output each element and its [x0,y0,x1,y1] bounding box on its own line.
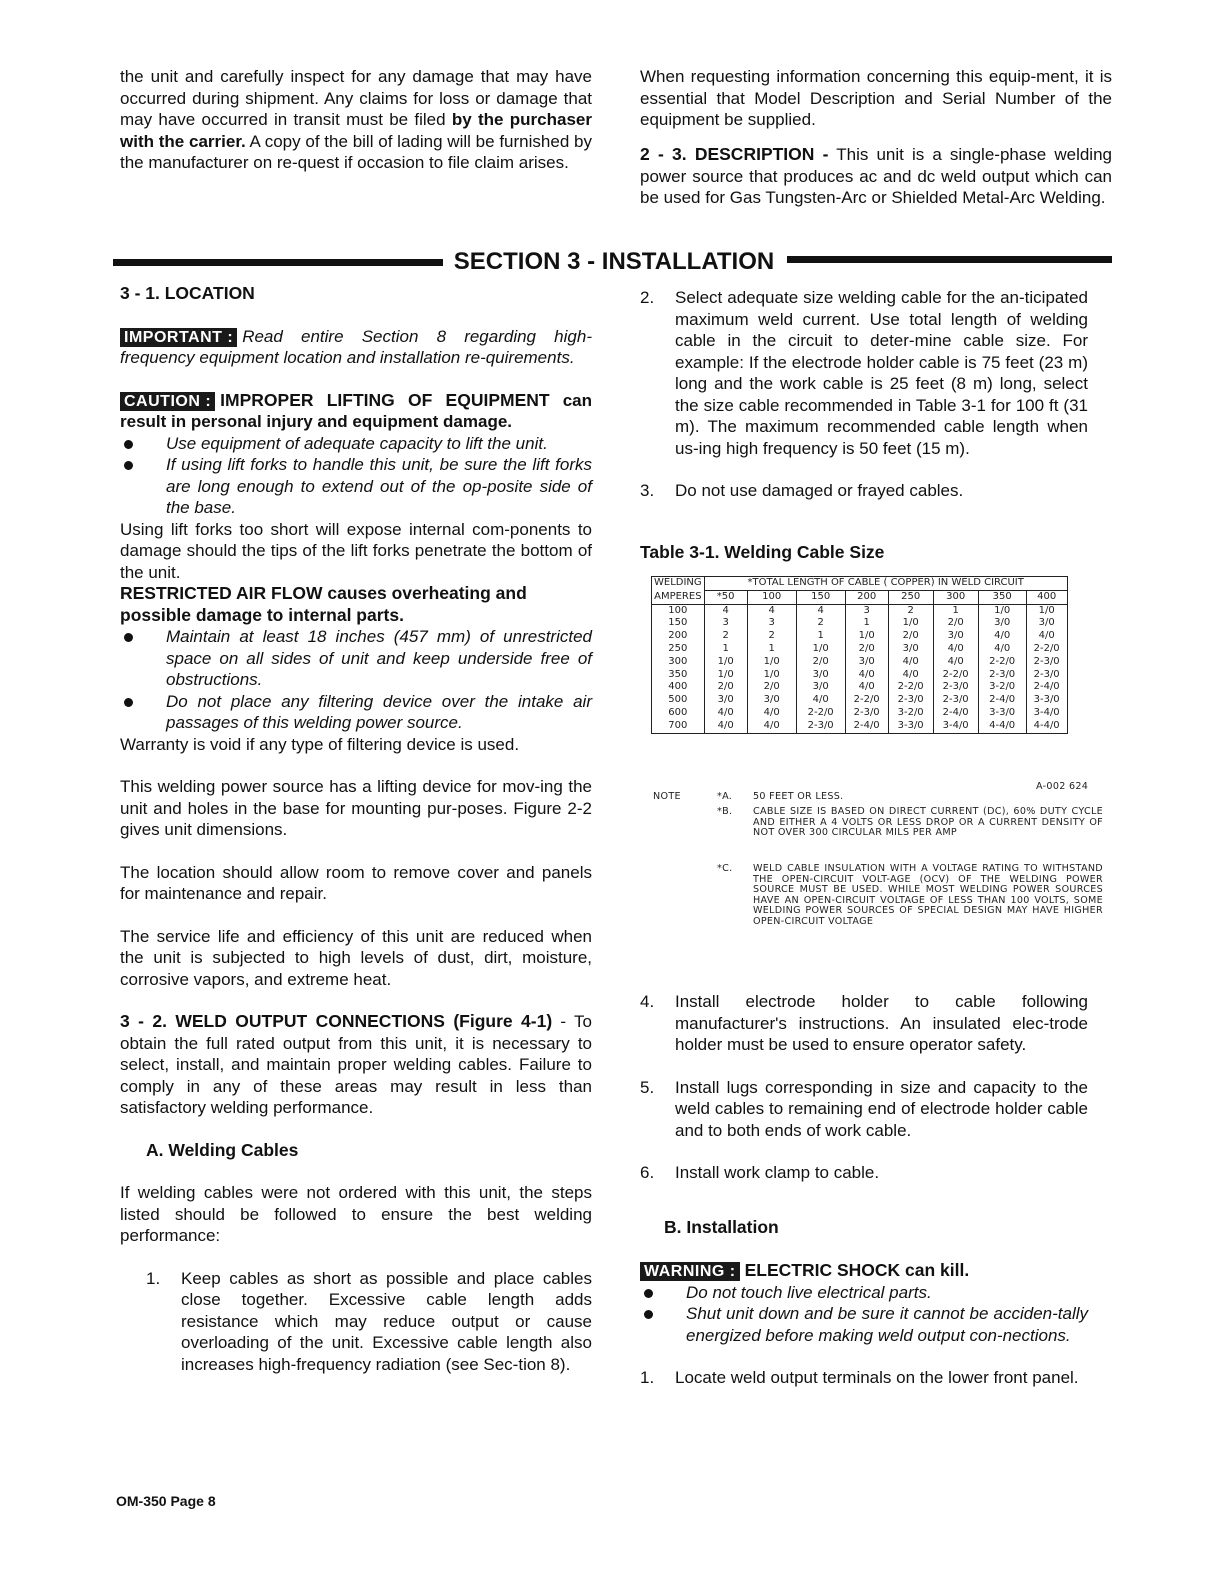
cable-size-cell: 3-4/0 [933,720,978,733]
table-header-row-1 [652,577,1068,591]
cable-size-cell: 2-2/0 [933,669,978,682]
table-row [652,617,1068,630]
length-header: 200 [845,590,888,604]
lift-bullet-2: If using lift forks to handle this unit, be sure the lift forks are long enough to extend out of the op-posite side of the base. [120,454,592,519]
weld-output-heading: 3 - 2. WELD OUTPUT CONNECTIONS (Figure 4-1) [120,1011,553,1031]
cable-size-cell: 1/0 [704,669,747,682]
cable-size-cell: 1/0 [747,656,796,669]
amperes-cell: 600 [652,707,705,720]
cable-size-cell: 1/0 [845,630,888,643]
cable-size-cell: 4-4/0 [1026,720,1067,733]
important-tag: IMPORTANT : [120,328,237,347]
length-header: 100 [747,590,796,604]
cable-size-cell: 4/0 [933,656,978,669]
bullet-dot [124,698,133,707]
airflow-bullet-1: Maintain at least 18 inches (457 mm) of unrestricted space on all sides of unit and keep underside free of obstructions. [120,626,592,691]
cable-step-5: 5. Install lugs corresponding in size and capacity to the weld cables to remaining end of electrode holder cable and to both ends of work cable. [640,1077,1088,1140]
table-row [652,720,1068,733]
cable-size-cell: 2/0 [888,630,933,643]
cable-size-cell: 2-4/0 [978,694,1026,707]
cable-size-cell: 2 [888,604,933,617]
cable-size-cell: 4-4/0 [978,720,1026,733]
cable-size-cell: 1 [747,643,796,656]
note-mark-c: *C. [717,863,733,874]
cable-size-cell: 2/0 [747,681,796,694]
cable-size-cell: 1/0 [747,669,796,682]
note-text-a: 50 FEET OR LESS. [753,791,844,802]
cable-size-cell: 4/0 [704,707,747,720]
left-column [120,283,592,1375]
cable-size-cell: 3-4/0 [1026,707,1067,720]
cable-size-cell: 4/0 [796,694,845,707]
table-header-row-2 [652,590,1068,604]
cable-size-cell: 4/0 [704,720,747,733]
welding-cables-subheading: A. Welding Cables [146,1139,299,1160]
description-paragraph [640,144,1112,209]
amperes-cell: 350 [652,669,705,682]
cable-size-cell: 2-2/0 [845,694,888,707]
cable-size-cell: 2 [796,617,845,630]
cable-size-cell: 4/0 [888,669,933,682]
description-text: This unit is a single-phase welding power source that produces ac and dc weld output which can be used for Gas Tungsten-Arc or Shielded Metal-Arc Welding. [640,145,1112,207]
table-row [652,643,1068,656]
cable-size-cell: 2/0 [845,643,888,656]
cable-size-cell: 3/0 [704,694,747,707]
cable-size-cell: 4 [747,604,796,617]
amperes-cell: 300 [652,656,705,669]
important-text: Read entire Section 8 regarding high-frequency equipment location and installation re-quirements. [120,326,592,367]
intro-left-paragraph [120,66,592,174]
bullet-dot [124,461,133,470]
description-heading: 2 - 3. DESCRIPTION - [640,144,829,164]
warning-tag: WARNING : [640,1262,740,1281]
cable-size-cell: 2/0 [796,656,845,669]
corner-header-bottom: AMPERES [652,590,705,604]
table-row [652,681,1068,694]
lift-bullet-1: Use equipment of adequate capacity to lift the unit. [120,433,592,455]
important-notice [120,326,592,369]
cable-size-cell: 3 [747,617,796,630]
caution-rest: can result in personal injury and equipment damage. [120,390,592,431]
cable-size-cell: 2-3/0 [1026,656,1067,669]
amperes-cell: 100 [652,604,705,617]
length-span-header: *TOTAL LENGTH OF CABLE ( COPPER) IN WELD CIRCUIT [704,577,1067,591]
cable-size-table [651,576,1068,734]
cable-size-cell: 4/0 [1026,630,1067,643]
bullet-dot [644,1310,653,1319]
cable-size-cell: 2-4/0 [845,720,888,733]
location-heading: 3 - 1. LOCATION [120,283,255,303]
intro-right-paragraph: When requesting information concerning this equip-ment, it is essential that Model Description and Serial Number of the equipment be supplied. [640,67,1112,129]
cable-size-cell: 3-3/0 [1026,694,1067,707]
cable-step-6: 6. Install work clamp to cable. [640,1163,880,1182]
intro-left-text-2: A copy of the bill of lading will be furnished by the manufacturer on re-quest if occasion to file claim arises. [120,131,592,172]
airflow-heading: RESTRICTED AIR FLOW causes overheating and possible damage to internal parts. [120,583,527,625]
section-rule-left [113,259,443,266]
corner-header-top: WELDING [652,577,705,591]
cable-size-cell: 1/0 [978,604,1026,617]
cable-size-cell: 1/0 [704,656,747,669]
cable-size-cell: 1/0 [796,643,845,656]
amperes-cell: 400 [652,681,705,694]
cable-size-cell: 4/0 [978,630,1026,643]
cable-size-cell: 2-3/0 [845,707,888,720]
length-header: 400 [1026,590,1067,604]
warning-notice [640,1260,1088,1282]
warning-heading: ELECTRIC SHOCK can kill. [744,1260,970,1280]
cable-size-cell: 3/0 [796,681,845,694]
cable-size-cell: 3/0 [933,630,978,643]
length-header: 350 [978,590,1026,604]
cable-size-cell: 4/0 [933,643,978,656]
weld-output-paragraph [120,1011,592,1119]
cable-size-cell: 2-3/0 [933,681,978,694]
warranty-text: Warranty is void if any type of filtering device is used. [120,734,520,754]
cable-size-cell: 2-4/0 [933,707,978,720]
cable-size-cell: 3 [845,604,888,617]
cable-size-cell: 2-2/0 [978,656,1026,669]
cable-size-cell: 4/0 [845,681,888,694]
service-life-paragraph: The service life and efficiency of this unit are reduced when the unit is subjected to high levels of dust, dirt, moisture, corrosive vapors, and extreme heat. [120,926,592,989]
cable-step-2: 2. Select adequate size welding cable for the an-ticipated maximum weld current. Use total length of welding cable in the circuit to deter-mine cable size. For example: If the electrode holder cable is 75 feet (23 m) long and the work cable is 25 feet (8 m) long, select the size cable recommended in Table 3-1 for 100 ft (31 m). The maximum recommended cable length when us-ing high frequency is 50 feet (15 m). [640,288,1088,458]
cable-size-cell: 3/0 [845,656,888,669]
cable-size-table-wrap [651,576,1068,734]
caution-notice [120,390,592,433]
cable-step-4: 4. Install electrode holder to cable following manufacturer's instructions. An insulated elec-trode holder must be used to ensure operator safety. [640,992,1088,1054]
table-row [652,669,1068,682]
cable-size-cell: 2-3/0 [933,694,978,707]
cable-size-cell: 1 [796,630,845,643]
table-reference: A-002 624 [1036,781,1089,792]
table-row [652,656,1068,669]
cable-size-cell: 3-2/0 [888,707,933,720]
warning-bullet-1: Do not touch live electrical parts. [640,1282,1088,1304]
lifting-paragraph: This welding power source has a lifting device for mov-ing the unit and holes in the base for mounting pur-poses. Figure 2-2 gives unit dimensions. [120,777,592,839]
caution-tag: CAUTION : [120,392,215,411]
cable-size-cell: 3-3/0 [978,707,1026,720]
note-label: NOTE [653,791,681,802]
cable-size-cell: 2 [747,630,796,643]
cable-size-cell: 4/0 [888,656,933,669]
installation-subheading: B. Installation [664,1216,779,1237]
cable-size-cell: 1 [704,643,747,656]
cable-size-cell: 1/0 [1026,604,1067,617]
amperes-cell: 700 [652,720,705,733]
cable-size-cell: 3-2/0 [978,681,1026,694]
cable-size-cell: 4 [704,604,747,617]
cable-size-cell: 2-3/0 [796,720,845,733]
cable-size-cell: 3/0 [888,643,933,656]
length-header: *50 [704,590,747,604]
right-column-bottom [640,991,1088,1389]
welding-cables-intro: If welding cables were not ordered with this unit, the steps listed should be followed to ensure the best welding performance: [120,1183,592,1245]
cable-size-cell: 3/0 [1026,617,1067,630]
amperes-cell: 150 [652,617,705,630]
page-footer: OM-350 Page 8 [116,1493,216,1509]
cable-size-cell: 2-2/0 [1026,643,1067,656]
intro-left-text-1: the unit and carefully inspect for any damage that may have occurred during shipment. Any claims for loss or damage that may have occurred in transit must be filed [120,67,592,129]
cable-size-cell: 2-3/0 [888,694,933,707]
cable-size-cell: 2-2/0 [888,681,933,694]
note-text-c: WELD CABLE INSULATION WITH A VOLTAGE RATING TO WITHSTAND THE OPEN-CIRCUIT VOLT-AGE (OCV) OF THE WELDING POWER SOURCE MUST BE USED. WHILE MOST WELDING POWER SOURCES HAVE AN OPEN-CIRCUIT VOLTAGE OF LESS THAN 100 VOLTS, SOME WELDING POWER SOURCES OF SPECIAL DESIGN MAY HAVE HIGHER OPEN-CIRCUIT VOLTAGE [753,863,1103,927]
installation-step-1: 1. Locate weld output terminals on the lower front panel. [640,1368,1079,1387]
cable-size-cell: 3/0 [796,669,845,682]
cable-size-cell: 4/0 [747,707,796,720]
amperes-cell: 200 [652,630,705,643]
cable-size-cell: 3-3/0 [888,720,933,733]
forks-paragraph: Using lift forks too short will expose internal com-ponents to damage should the tips of the lift forks penetrate the bottom of the unit. [120,519,592,582]
cable-size-cell: 4/0 [845,669,888,682]
section-title: SECTION 3 - INSTALLATION [453,248,775,275]
bullet-dot [644,1289,653,1298]
cable-size-cell: 3/0 [747,694,796,707]
length-header: 300 [933,590,978,604]
table-row [652,694,1068,707]
caution-heading: IMPROPER LIFTING OF EQUIPMENT [220,389,550,410]
cable-size-cell: 1 [933,604,978,617]
note-mark-b: *B. [717,806,733,817]
length-header: 150 [796,590,845,604]
cable-size-cell: 2-2/0 [796,707,845,720]
bullet-dot [124,633,133,642]
cable-size-cell: 1 [845,617,888,630]
cable-size-cell: 3 [704,617,747,630]
note-text-b: CABLE SIZE IS BASED ON DIRECT CURRENT (DC), 60% DUTY CYCLE AND EITHER A 4 VOLTS OR LESS DROP OR A CURRENT DENSITY OF NOT OVER 300 CIRCULAR MILS PER AMP [753,806,1103,839]
cable-table-body [652,604,1068,733]
cable-size-cell: 2/0 [933,617,978,630]
bullet-dot [124,440,133,449]
right-column-top [640,287,1088,502]
weld-output-text: - To obtain the full rated output from this unit, it is necessary to select, install, and maintain proper welding cables. Failure to comply in any of these areas may result in less than satisfactory welding performance. [120,1012,592,1117]
cable-size-cell: 2/0 [704,681,747,694]
cable-size-cell: 3/0 [978,617,1026,630]
warning-bullet-2: Shut unit down and be sure it cannot be acciden-tally energized before making weld output con-nections. [640,1303,1088,1346]
cable-step-1: 1. Keep cables as short as possible and place cables close together. Excessive cable length adds resistance which may reduce output or cause overloading of the unit. Excessive cable length also increases high-frequency radiation (see Sec-tion 8). [146,1268,592,1374]
amperes-cell: 500 [652,694,705,707]
table-row [652,604,1068,617]
cable-size-cell: 4 [796,604,845,617]
section-rule-right [787,256,1112,263]
note-mark-a: *A. [717,791,733,802]
table-row [652,630,1068,643]
table-row [652,707,1068,720]
amperes-cell: 250 [652,643,705,656]
cable-size-cell: 2-3/0 [978,669,1026,682]
cable-size-cell: 4/0 [747,720,796,733]
cable-size-cell: 2 [704,630,747,643]
room-paragraph: The location should allow room to remove cover and panels for maintenance and repair. [120,862,592,903]
cable-size-cell: 4/0 [978,643,1026,656]
length-header: 250 [888,590,933,604]
airflow-bullet-2: Do not place any filtering device over the intake air passages of this welding power source. [120,691,592,734]
cable-step-3: 3. Do not use damaged or frayed cables. [640,481,964,500]
table-caption: Table 3-1. Welding Cable Size [640,542,885,562]
intro-left-bold: by the purchaser with the carrier. [120,110,592,151]
cable-size-cell: 1/0 [888,617,933,630]
cable-size-cell: 2-3/0 [1026,669,1067,682]
cable-size-cell: 2-4/0 [1026,681,1067,694]
